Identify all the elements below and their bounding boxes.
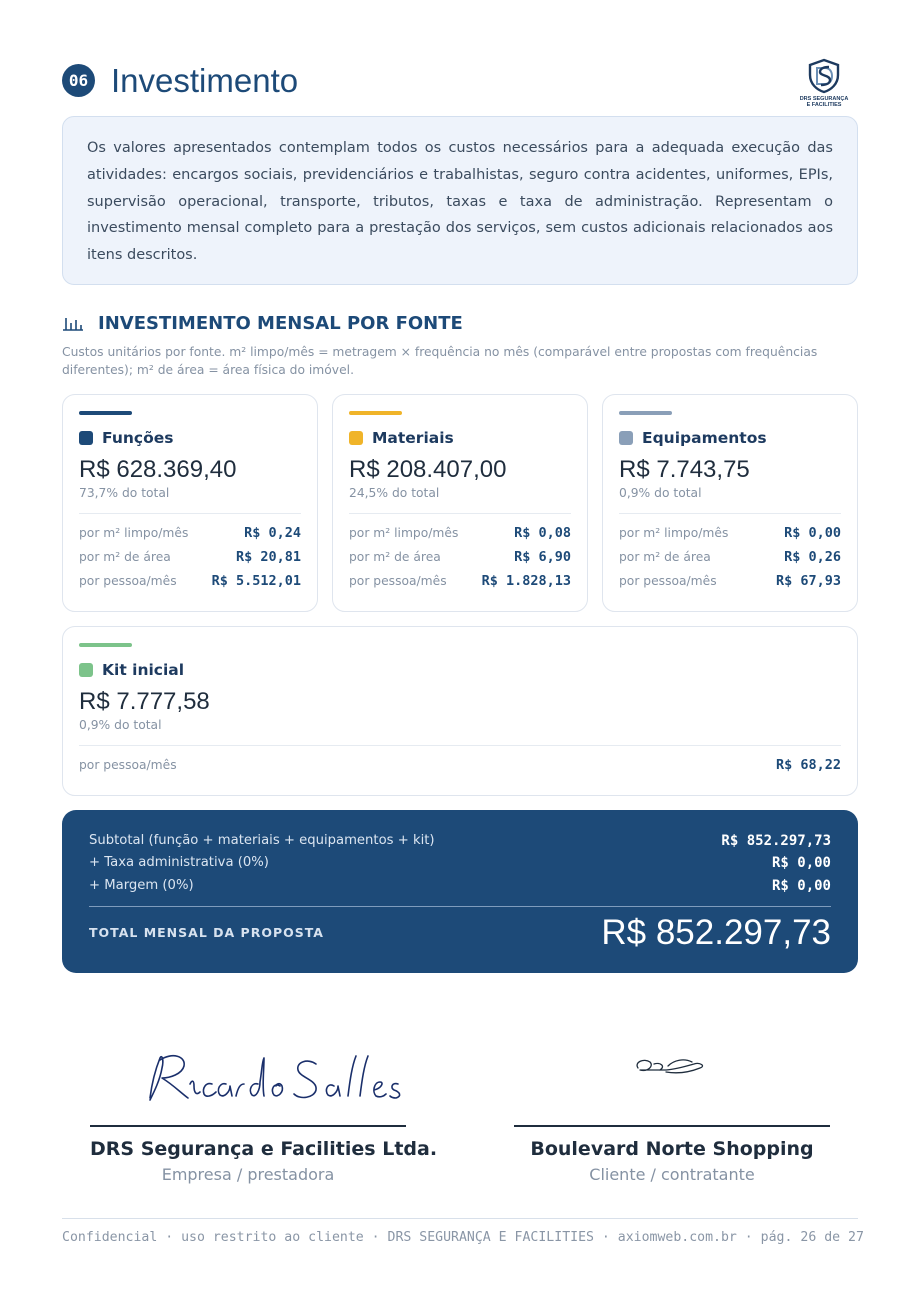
metric-label: por m² de área — [349, 550, 441, 564]
metric-row — [79, 571, 301, 591]
metric-label: por m² limpo/mês — [619, 526, 729, 540]
card-name-text: Funções — [102, 429, 174, 447]
metric-value: R$ 5.512,01 — [211, 573, 301, 589]
total-label: TOTAL MENSAL DA PROPOSTA — [89, 925, 324, 940]
signature-line — [514, 1125, 830, 1127]
signature-block-client — [514, 1040, 830, 1190]
shield-logo-icon — [806, 58, 842, 94]
subtotal-label: Subtotal (função + materiais + equipamentos + kit) — [89, 833, 435, 848]
legend-square-icon — [79, 431, 93, 445]
signatory-role: Cliente / contratante — [589, 1165, 755, 1184]
metric-label: por pessoa/mês — [79, 758, 177, 772]
metric-row — [79, 755, 841, 775]
card-divider — [619, 513, 841, 514]
logo-text: DRS SEGURANÇA E FACILITIES — [799, 96, 849, 108]
intro-text: Os valores apresentados contemplam todos os custos necessários para a adequada execução das atividades: encargos sociais, previdenciários e trabalhistas, seguro contra acidentes, uniformes, EPIs, supervisão operacional, transporte, tributos, taxas e taxa de administração. Representam o investimento mensal completo para a prestação dos serviços, sem custos adicionais relacionados aos itens descritos. — [87, 140, 833, 264]
card-name-text: Materiais — [372, 429, 454, 447]
legend-square-icon — [619, 431, 633, 445]
card-name-text: Kit inicial — [102, 661, 185, 679]
footer-divider — [62, 1218, 858, 1219]
card-name-text: Equipamentos — [642, 429, 767, 447]
card-amount: R$ 7.777,58 — [79, 688, 210, 715]
legend-square-icon — [79, 663, 93, 677]
source-card-equipamentos — [602, 394, 858, 612]
metric-row — [79, 547, 301, 567]
signatory-name: DRS Segurança e Facilities Ltda. — [90, 1138, 438, 1160]
card-divider — [79, 513, 301, 514]
page-title: Investimento — [111, 62, 299, 99]
signatory-role: Empresa / prestadora — [161, 1165, 335, 1184]
totals-box — [62, 810, 858, 973]
card-divider — [349, 513, 571, 514]
metric-label: por m² de área — [619, 550, 711, 564]
subtotal-line — [89, 831, 831, 851]
legend-square-icon — [349, 431, 363, 445]
card-percentage: 73,7% do total — [79, 486, 170, 500]
metric-value: R$ 6,90 — [514, 549, 571, 565]
card-percentage: 0,9% do total — [619, 486, 702, 500]
admin-fee-label: + Taxa administrativa (0%) — [89, 855, 269, 870]
card-amount: R$ 7.743,75 — [619, 456, 750, 483]
metric-label: por m² limpo/mês — [349, 526, 459, 540]
metric-row — [619, 523, 841, 543]
admin-fee-value: R$ 0,00 — [771, 855, 831, 871]
card-amount: R$ 208.407,00 — [349, 456, 507, 483]
metric-label: por m² de área — [79, 550, 171, 564]
company-logo — [800, 58, 848, 108]
card-percentage: 0,9% do total — [79, 718, 162, 732]
source-card-materiais — [332, 394, 588, 612]
metric-row — [619, 571, 841, 591]
margin-value: R$ 0,00 — [771, 878, 831, 894]
metric-row — [619, 547, 841, 567]
metric-row — [79, 523, 301, 543]
metric-value: R$ 0,08 — [514, 525, 571, 541]
page-header — [62, 60, 858, 108]
section-title: INVESTIMENTO MENSAL POR FONTE — [98, 313, 463, 334]
margin-line — [89, 876, 831, 896]
card-amount: R$ 628.369,40 — [79, 456, 237, 483]
card-accent-bar — [619, 411, 672, 415]
card-accent-bar — [349, 411, 402, 415]
card-accent-bar — [79, 411, 132, 415]
signature-line — [90, 1125, 406, 1127]
total-value: R$ 852.297,73 — [601, 913, 831, 952]
metric-row — [349, 523, 571, 543]
metric-value: R$ 20,81 — [235, 549, 301, 565]
subtotal-value: R$ 852.297,73 — [721, 833, 831, 849]
intro-box — [62, 116, 858, 285]
card-accent-bar — [79, 643, 132, 647]
handwritten-signature — [90, 1040, 406, 1120]
metric-value: R$ 0,00 — [784, 525, 841, 541]
metric-value: R$ 1.828,13 — [481, 573, 571, 589]
metric-label: por pessoa/mês — [79, 574, 177, 588]
admin-fee-line — [89, 853, 831, 873]
signature-block-provider — [90, 1040, 438, 1190]
metric-label: por pessoa/mês — [349, 574, 447, 588]
metric-row — [349, 571, 571, 591]
metric-label: por m² limpo/mês — [79, 526, 189, 540]
bar-chart-icon — [62, 315, 84, 331]
totals-divider — [89, 906, 831, 907]
section-subtitle: Custos unitários por fonte. m² limpo/mês = metragem × frequência no mês (comparável entre propostas com frequências diferentes); m² de área = área física do imóvel. — [62, 345, 818, 377]
card-percentage: 24,5% do total — [349, 486, 440, 500]
metric-label: por pessoa/mês — [619, 574, 717, 588]
metric-row — [349, 547, 571, 567]
source-card-funcoes — [62, 394, 318, 612]
metric-value: R$ 0,24 — [244, 525, 301, 541]
handwritten-signature — [514, 1040, 830, 1120]
metric-value: R$ 0,26 — [784, 549, 841, 565]
metric-value: R$ 67,93 — [775, 573, 841, 589]
source-card-kit-inicial — [62, 626, 858, 796]
card-divider — [79, 745, 841, 746]
page-footer: Confidencial · uso restrito ao cliente · DRS SEGURANÇA E FACILITIES · axiomweb.com.br · pág. 26 de 27 — [62, 1230, 864, 1245]
signatory-name: Boulevard Norte Shopping — [530, 1138, 814, 1160]
margin-label: + Margem (0%) — [89, 878, 194, 893]
metric-value: R$ 68,22 — [775, 757, 841, 773]
section-number-badge: 06 — [62, 64, 95, 97]
